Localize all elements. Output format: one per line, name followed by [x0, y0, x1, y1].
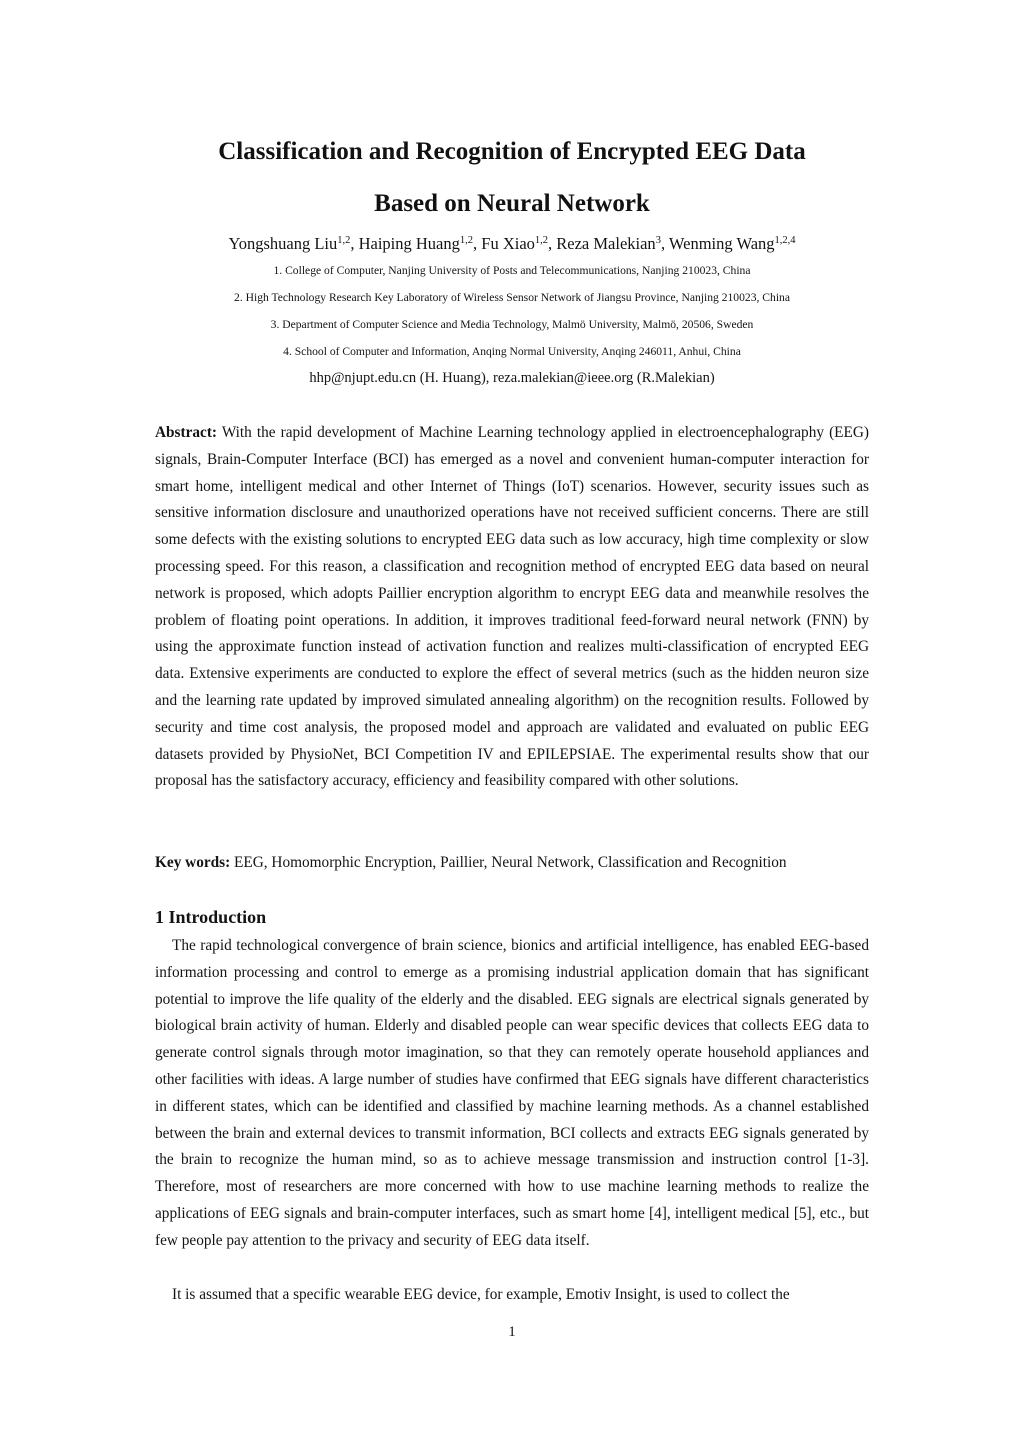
author-name: Reza Malekian: [556, 234, 656, 253]
keywords-text: EEG, Homomorphic Encryption, Paillier, Neural Network, Classification and Recognition: [234, 854, 787, 871]
contact-emails: hhp@njupt.edu.cn (H. Huang), reza.malekian@ieee.org (R.Malekian): [309, 370, 715, 386]
author-separator: ,: [548, 234, 557, 253]
intro-paragraph-1: The rapid technological convergence of brain science, bionics and artificial intelligence, has enabled EEG-based information processing and control to emerge as a promising industrial application domain that has significant potential to improve the life quality of the elderly and the disabled. EEG signals are electrical signals generated by biological brain activity of human. Elderly and disabled people can wear specific devices that collects EEG data to generate control signals through motor imagination, so that they can remotely operate household appliances and other facilities with ideas. A large number of studies have confirmed that EEG signals have different characteristics in different states, which can be identified and classified by machine learning methods. As a channel established between the brain and external devices to transmit information, BCI collects and extracts EEG signals generated by the brain to recognize the human mind, so as to achieve message transmission and instruction control [1-3]. Therefore, most of researchers are more concerned with how to use machine learning methods to realize the applications of EEG signals and brain-computer interfaces, such as smart home [4], intelligent medical [5], etc., but few people pay attention to the privacy and security of EEG data itself.: [155, 937, 869, 1249]
author-separator: ,: [350, 234, 359, 253]
title-line-2: Based on Neural Network: [374, 190, 650, 217]
title-line-1: Classification and Recognition of Encrypted EEG Data: [218, 138, 806, 165]
page-number: 1: [508, 1324, 516, 1340]
author-affiliation-mark: 3: [655, 235, 661, 246]
author-name: Wenming Wang: [668, 234, 775, 253]
abstract-text: With the rapid development of Machine Learning technology applied in electroencephalography (EEG) signals, Brain-Computer Interface (BCI) has emerged as a novel and convenient human-computer interaction for smart home, intelligent medical and other Internet of Things (IoT) scenarios. However, security issues such as sensitive information disclosure and unauthorized operations have not received sufficient concerns. There are still some defects with the existing solutions to encrypted EEG data such as low accuracy, high time complexity or slow processing speed. For this reason, a classification and recognition method of encrypted EEG data based on neural network is proposed, which adopts Paillier encryption algorithm to encrypt EEG data and meanwhile resolves the problem of floating point operations. In addition, it improves traditional feed-forward neural network (FNN) by using the approximate function instead of activation function and realizes multi-classification of encrypted EEG data. Extensive experiments are conducted to explore the effect of several metrics (such as the hidden neuron size and the learning rate updated by improved simulated annealing algorithm) on the recognition results. Followed by security and time cost analysis, the proposed model and approach are validated and evaluated on public EEG datasets provided by PhysioNet, BCI Competition IV and EPILEPSIAE. The experimental results show that our proposal has the satisfactory accuracy, efficiency and feasibility compared with other solutions.: [155, 424, 869, 790]
author-affiliation-mark: 1,2: [337, 235, 351, 246]
author-separator: ,: [660, 234, 669, 253]
abstract: [155, 420, 869, 795]
keywords: [155, 850, 915, 877]
author-affiliation-mark: 1,2,4: [774, 235, 796, 246]
affiliation-3: 3. Department of Computer Science and Media Technology, Malmö University, Malmö, 20506, Sweden: [270, 318, 754, 331]
author-affiliation-mark: 1,2: [534, 235, 549, 246]
author-name: Haiping Huang: [358, 234, 460, 253]
author-affiliation-mark: 1,2: [459, 235, 474, 246]
author-list: [0, 234, 1024, 254]
affiliation-2: 2. High Technology Research Key Laboratory of Wireless Sensor Network of Jiangsu Province, Nanjing 210023, China: [234, 291, 790, 304]
author-name: Yongshuang Liu: [228, 234, 338, 253]
keywords-label: Key words:: [155, 854, 231, 871]
author-name: Fu Xiao: [481, 234, 535, 253]
abstract-label: Abstract:: [155, 424, 218, 441]
intro-paragraph-2: It is assumed that a specific wearable EEG device, for example, Emotiv Insight, is used to collect the: [172, 1286, 790, 1303]
author-separator: ,: [473, 234, 482, 253]
affiliation-4: 4. School of Computer and Information, Anqing Normal University, Anqing 246011, Anhui, China: [283, 345, 741, 358]
section-heading-introduction: 1 Introduction: [155, 907, 267, 927]
affiliation-1: 1. College of Computer, Nanjing University of Posts and Telecommunications, Nanjing 210023, China: [273, 264, 751, 277]
